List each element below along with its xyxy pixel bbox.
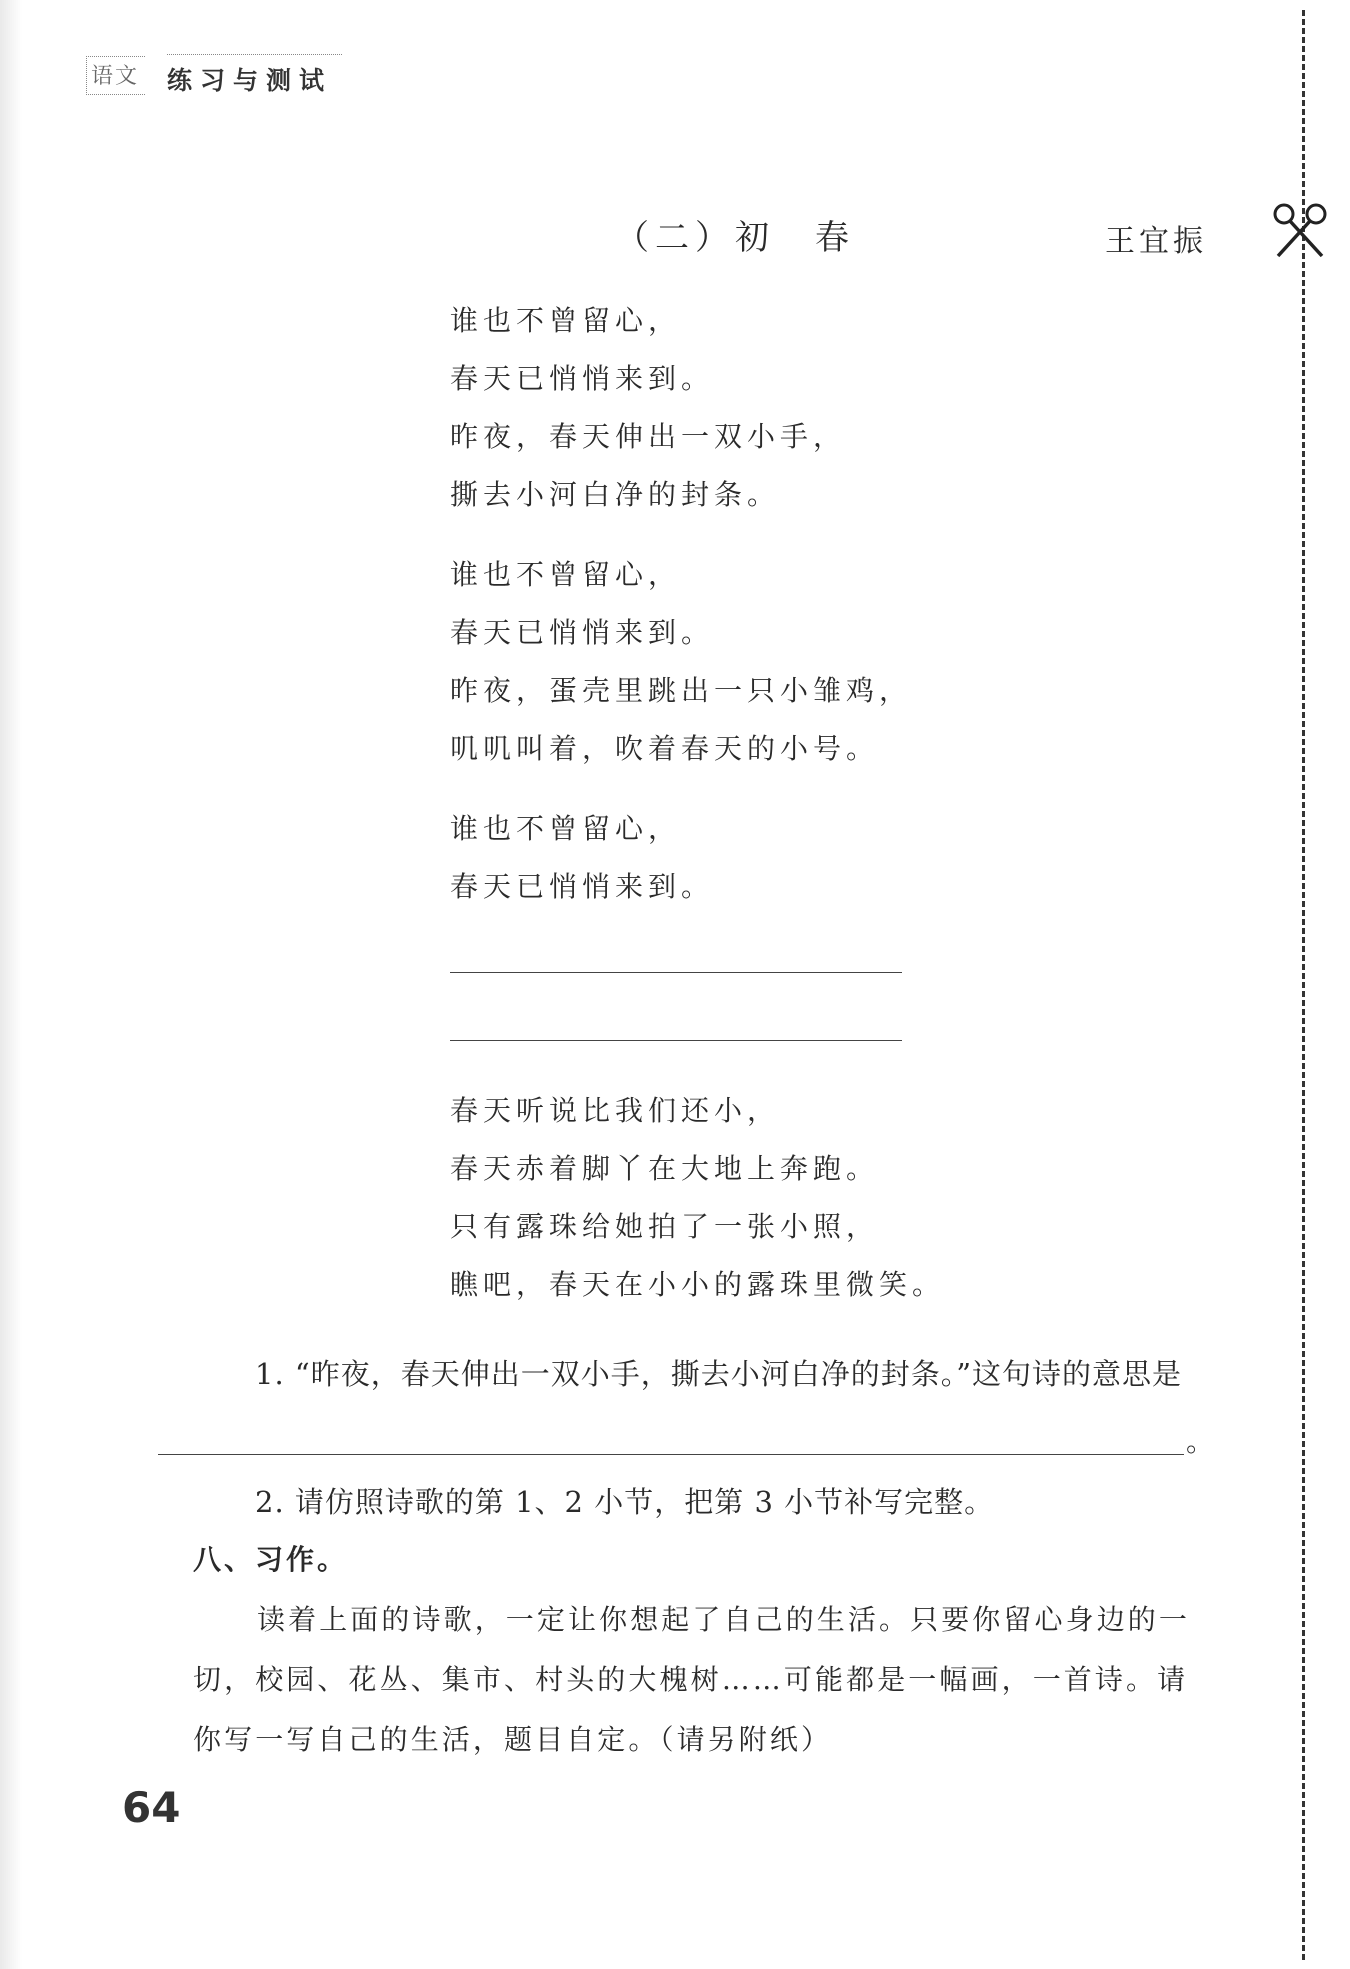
poem-line: 撕去小河白净的封条。: [450, 478, 781, 511]
poem-title: （二）初 春: [615, 218, 855, 258]
poem-stanza-2: [450, 546, 912, 778]
fill-in-line-2[interactable]: [450, 1040, 902, 1041]
essay-instructions: 读着上面的诗歌，一定让你想起了自己的生活。只要你留心身边的一切，校园、花丛、集市、村头的大槐树……可能都是一幅画，一首诗。请你写一写自己的生活，题目自定。（请另附纸）: [193, 1603, 1191, 1756]
poem-stanza-4: [450, 1082, 945, 1314]
fill-in-line-1[interactable]: [450, 972, 902, 973]
poem-line: 昨夜，蛋壳里跳出一只小雏鸡，: [450, 674, 913, 707]
poem-stanza-1: [450, 292, 846, 524]
question-1: 1. “昨夜，春天伸出一双小手，撕去小河白净的封条。”这句诗的意思是: [255, 1357, 1183, 1391]
poem-line: 只有露珠给她拍了一张小照，: [450, 1210, 880, 1243]
book-title: 练习与测试: [167, 54, 342, 97]
question-2: 2. 请仿照诗歌的第 1、2 小节，把第 3 小节补写完整。: [255, 1485, 995, 1519]
poem-line: 春天已悄悄来到。: [450, 870, 715, 903]
poem-stanza-3: [450, 800, 714, 916]
subject-tag: 语文: [86, 56, 145, 95]
poem-line: 谁也不曾留心，: [450, 558, 682, 591]
poem-line: 谁也不曾留心，: [450, 304, 682, 337]
poem-line: 瞧吧，春天在小小的露珠里微笑。: [450, 1268, 946, 1301]
poem-line: 春天已悄悄来到。: [450, 616, 715, 649]
poem-line: 春天赤着脚丫在大地上奔跑。: [450, 1152, 880, 1185]
poem-author: 王宜振: [1105, 224, 1207, 259]
cut-line: [1302, 10, 1305, 1960]
answer-line[interactable]: [158, 1454, 1184, 1455]
poem-line: 叽叽叫着，吹着春天的小号。: [450, 732, 880, 765]
page-number: 64: [122, 1783, 181, 1832]
page-edge-shadow: [0, 0, 22, 1969]
page-header: [86, 52, 342, 98]
poem-line: 春天已悄悄来到。: [450, 362, 715, 395]
poem-line: 昨夜，春天伸出一双小手，: [450, 420, 847, 453]
answer-line-period: 。: [1186, 1425, 1215, 1458]
poem-line: 谁也不曾留心，: [450, 812, 682, 845]
poem-line: 春天听说比我们还小，: [450, 1094, 781, 1127]
section-heading: 八、习作。: [193, 1543, 349, 1576]
